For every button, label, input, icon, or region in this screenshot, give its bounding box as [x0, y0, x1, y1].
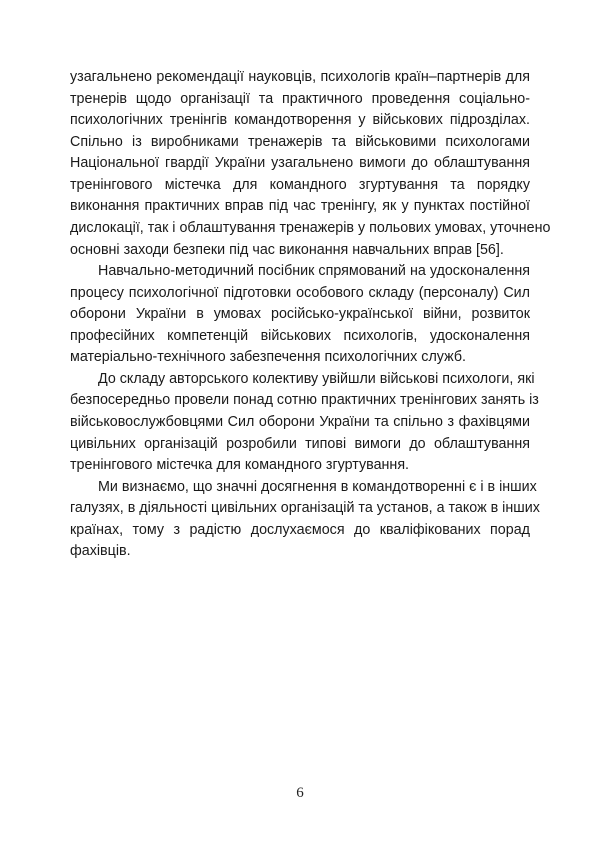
paragraph [70, 369, 539, 477]
text-line: дислокації, так і облаштування тренажерів у польових умовах, уточнено [70, 219, 551, 236]
text-line: військовослужбовцями Сил оборони України та спільно з фахівцями [70, 414, 530, 430]
paragraph [70, 477, 540, 563]
page-number: 6 [296, 785, 304, 801]
text-line: психологічних тренінгів командотворення у військових підрозділах. [70, 112, 530, 129]
text-line: основні заходи безпеки під час виконання навчальних вправ [56]. [70, 241, 504, 258]
paragraph [70, 261, 530, 369]
text-line: фахівців. [70, 543, 131, 560]
text-line: тренерів щодо організації та практичного проведення соціально- [70, 90, 530, 107]
text-line: країнах, тому з радістю дослухаємося до кваліфікованих порад [70, 521, 530, 538]
text-line: матеріально-технічного забезпечення психологічних служб. [70, 349, 466, 366]
text-line: цивільних організацій розробили типові вимоги до облаштування [70, 435, 530, 452]
paragraph [70, 67, 551, 261]
text-line: Спільно із виробниками тренажерів та військовими психологами [70, 133, 530, 150]
text-line: тренінгового містечка для командного згуртування та порядку [70, 176, 530, 193]
text-line: галузях, в діяльності цивільних організацій та установ, а також в інших [70, 500, 540, 517]
text-line: процесу психологічної підготовки особового складу (персоналу) Сил [70, 284, 530, 301]
text-line: оборони України в умовах російсько-української війни, розвиток [70, 306, 530, 323]
text-line: професійних компетенцій військових психологів, удосконалення [70, 327, 530, 344]
body-text [70, 67, 551, 563]
text-line: узагальнено рекомендації науковців, психологів країн–партнерів для [70, 69, 530, 85]
text-line: виконання практичних вправ під час тренінгу, як у пунктах постійної [70, 198, 530, 215]
text-line: тренінгового містечка для командного згуртування. [70, 457, 410, 474]
text-line: Навчально-методичний посібник спрямований на удосконалення [98, 263, 530, 280]
text-line: безпосередньо провели понад сотню практичних тренінгових занять із [70, 392, 539, 409]
text-line: Національної гвардії України узагальнено вимоги до облаштування [70, 155, 530, 172]
text-line: Ми визнаємо, що значні досягнення в командотворенні є і в інших [98, 478, 537, 495]
text-line: До складу авторського колективу увійшли військові психологи, які [98, 370, 535, 387]
